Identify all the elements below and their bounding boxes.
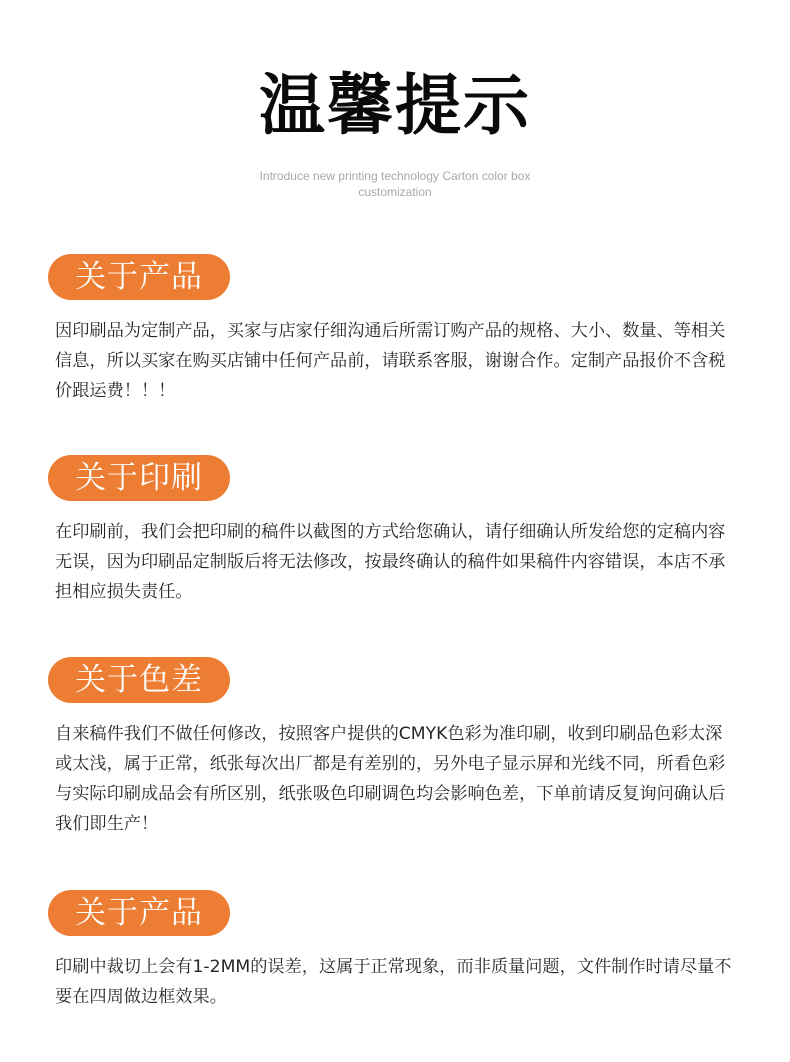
section-body-text: 自来稿件我们不做任何修改，按照客户提供的CMYK色彩为准印刷，收到印刷品色彩太深或太浅，属于正常，纸张每次出厂都是有差别的，另外电子显示屏和光线不同，所看色彩与实际印刷成品会有所区别，纸张吸色印刷调色均会影响色差，下单前请反复询问确认后我们即生产！	[55, 724, 726, 834]
section-body-text: 因印刷品为定制产品，买家与店家仔细沟通后所需订购产品的规格、大小、数量、等相关信息，所以买家在购买店铺中任何产品前，请联系客服，谢谢合作。定制产品报价不含税价跟运费！！！	[55, 321, 726, 401]
section-body-text: 印刷中裁切上会有1-2MM的误差，这属于正常现象，而非质量问题，文件制作时请尽量不要在四周做边框效果。	[55, 957, 732, 1007]
page-subtitle: Introduce new printing technology Carton color box customization	[259, 169, 531, 199]
page-title: 温馨提示	[259, 67, 531, 144]
section-body-text: 在印刷前，我们会把印刷的稿件以截图的方式给您确认，请仔细确认所发给您的定稿内容无误，因为印刷品定制版后将无法修改，按最终确认的稿件如果稿件内容错误，本店不承担相应损失责任。	[55, 522, 726, 602]
section-heading-badge: 关于产品	[48, 254, 230, 300]
section-heading-badge: 关于印刷	[48, 455, 230, 501]
section-heading-badge: 关于色差	[48, 657, 230, 703]
section-heading-badge: 关于产品	[48, 890, 230, 936]
